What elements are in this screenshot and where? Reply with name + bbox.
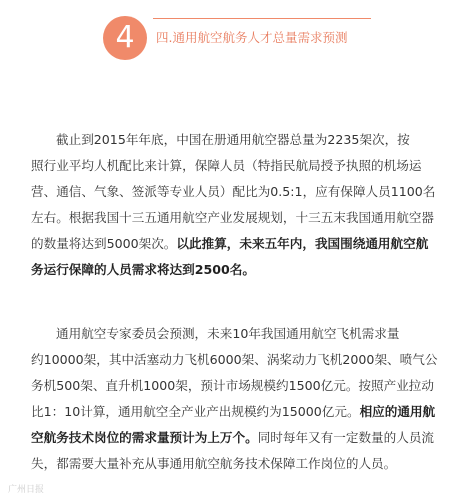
- paragraph-line: [31, 399, 436, 425]
- paragraph-line: [31, 205, 434, 231]
- body-text: 同时每年又有一定数量的人员流: [257, 430, 434, 445]
- body-text: 营、通信、气象、签派等专业人员）配比为0.5:1，应有保障人员1100名: [31, 184, 436, 199]
- paragraph-line: [31, 321, 425, 347]
- paragraph-line: [31, 179, 436, 205]
- section-divider: [153, 18, 371, 19]
- paragraph-expert-forecast: [31, 321, 438, 477]
- paragraph-line: [31, 425, 434, 451]
- paragraph-line: [31, 153, 425, 179]
- paragraph-line: [31, 347, 438, 373]
- paragraph-line: [31, 231, 429, 257]
- paragraph-line: [31, 257, 425, 283]
- section-header: [103, 16, 383, 68]
- emphasis-text: 以此推算，未来五年内，我国围绕通用航空航: [176, 236, 429, 251]
- section-number-badge: 4: [103, 16, 147, 60]
- body-text: 通用航空专家委员会预测，未来10年我国通用航空飞机需求量: [56, 326, 400, 341]
- paragraph-line: [31, 451, 425, 477]
- body-text: 左右。根据我国十三五通用航空产业发展规划，十三五末我国通用航空器: [31, 210, 434, 225]
- section-title: 四.通用航空航务人才总量需求预测: [156, 30, 348, 45]
- body-text: 照行业平均人机配比来计算，保障人员（特指民航局授予执照的机场运: [31, 158, 422, 173]
- paragraph-line: [31, 127, 425, 153]
- body-text: 截止到2015年年底，中国在册通用航空器总量为2235架次，按: [56, 132, 410, 147]
- emphasis-text: 务运行保障的人员需求将达到2500名。: [31, 262, 255, 277]
- source-watermark: 广州日报: [8, 485, 45, 495]
- body-text: 约10000架，其中活塞动力飞机6000架、涡桨动力飞机2000架、喷气公: [31, 352, 438, 367]
- body-text: 的数量将达到5000架次。: [31, 236, 177, 251]
- body-text: 比1：10计算，通用航空全产业产出规模约为15000亿元。: [31, 404, 360, 419]
- body-text: 失，都需要大量补充从事通用航空航务技术保障工作岗位的人员。: [31, 456, 397, 471]
- body-text: 务机500架、直升机1000架，预计市场规模约1500亿元。按照产业拉动: [31, 378, 434, 393]
- paragraph-inventory-forecast: [31, 127, 436, 283]
- emphasis-text: 空航务技术岗位的需求量预计为上万个。: [31, 430, 258, 445]
- emphasis-text: 相应的通用航: [359, 404, 436, 419]
- paragraph-line: [31, 373, 434, 399]
